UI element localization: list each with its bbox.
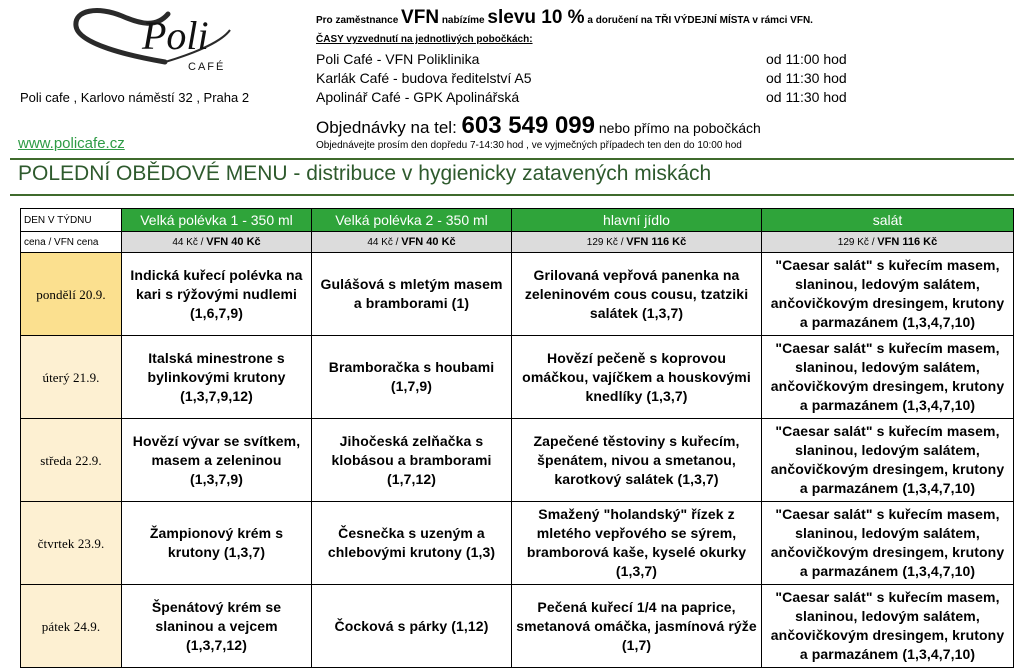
logo-subtext: CAFÉ [188, 61, 226, 73]
branch-name: Apolinář Café - GPK Apolinářská [316, 89, 520, 105]
branch-name: Karlák Café - budova ředitelství A5 [316, 70, 532, 86]
soup2-cell: Bramboračka s houbami (1,7,9) [312, 336, 512, 419]
order-suffix: nebo přímo na pobočkách [595, 120, 761, 136]
salad-cell: "Caesar salát" s kuřecím masem, slaninou, ledovým salátem, ančovičkovým dresingem, krutony a parmazánem (1,3,4,7,10) [762, 336, 1014, 419]
soup1-cell: Italská minestrone s bylinkovými krutony (1,3,7,9,12) [122, 336, 312, 419]
header-salad: salát [762, 209, 1014, 232]
price-soup2: 44 Kč / VFN 40 Kč [312, 232, 512, 253]
day-cell: pondělí 20.9. [21, 253, 122, 336]
menu-table [20, 208, 1014, 668]
salad-cell: "Caesar salát" s kuřecím masem, slaninou, ledovým salátem, ančovičkovým dresingem, krutony a parmazánem (1,3,4,7,10) [762, 253, 1014, 336]
order-note: Objednávejte prosím den dopředu 7-14:30 hod , ve vyjmečných případech ten den do 10:00 hod [316, 140, 742, 151]
salad-cell: "Caesar salát" s kuřecím masem, slaninou, ledovým salátem, ančovičkovým dresingem, krutony a parmazánem (1,3,4,7,10) [762, 585, 1014, 668]
order-line [316, 112, 761, 140]
soup2-cell: Jihočeská zelňačka s klobásou a bramborami (1,7,12) [312, 419, 512, 502]
main-cell: Zapečené těstoviny s kuřecím, špenátem, nivou a smetanou, karotkový salátek (1,3,7) [512, 419, 762, 502]
main-cell: Smažený "holandský" řízek z mletého vepřového se sýrem, bramborová kaše, kyselé okurky (1,3,7) [512, 502, 762, 585]
page-title: POLEDNÍ OBĚDOVÉ MENU - distribuce v hygienicky zatavených miskách [18, 162, 712, 185]
branch-time: od 11:00 hod [766, 51, 847, 67]
price-label: cena / VFN cena [21, 232, 122, 253]
table-row [21, 419, 1014, 502]
soup1-cell: Špenátový krém se slaninou a vejcem (1,3,7,12) [122, 585, 312, 668]
header-main: hlavní jídlo [512, 209, 762, 232]
promo-vfn: VFN [401, 7, 440, 28]
promo-line [316, 7, 813, 29]
table-row [21, 502, 1014, 585]
table-row [21, 585, 1014, 668]
logo-text: Poli [142, 13, 209, 58]
branch-time: od 11:30 hod [766, 89, 847, 105]
soup1-cell: Indická kuřecí polévka na kari s rýžovými nudlemi (1,6,7,9) [122, 253, 312, 336]
salad-cell: "Caesar salát" s kuřecím masem, slaninou, ledovým salátem, ančovičkovým dresingem, krutony a parmazánem (1,3,4,7,10) [762, 502, 1014, 585]
pickup-times-heading: ČASY vyzvednutí na jednotlivých pobočkách: [316, 34, 533, 45]
main-cell: Grilovaná vepřová panenka na zeleninovém cous cousu, tzatziki salátek (1,3,7) [512, 253, 762, 336]
branch-name: Poli Café - VFN Poliklinika [316, 51, 480, 67]
price-salad: 129 Kč / VFN 116 Kč [762, 232, 1014, 253]
promo-text: a doručení na TŘI VÝDEJNÍ MÍSTA v rámci VFN. [584, 15, 813, 26]
order-prefix: Objednávky na tel: [316, 118, 462, 137]
main-cell: Pečená kuřecí 1/4 na paprice, smetanová omáčka, jasmínová rýže (1,7) [512, 585, 762, 668]
main-cell: Hovězí pečeně s koprovou omáčkou, vajíčkem a houskovými knedlíky (1,3,7) [512, 336, 762, 419]
soup1-cell: Žampionový krém s krutony (1,3,7) [122, 502, 312, 585]
day-cell: středa 22.9. [21, 419, 122, 502]
salad-cell: "Caesar salát" s kuřecím masem, slaninou, ledovým salátem, ančovičkovým dresingem, krutony a parmazánem (1,3,4,7,10) [762, 419, 1014, 502]
promo-text: nabízíme [439, 15, 488, 26]
heart-swirl-icon [70, 4, 240, 76]
soup2-cell: Česnečka s uzeným a chlebovými krutony (1,3) [312, 502, 512, 585]
day-cell: pátek 24.9. [21, 585, 122, 668]
price-main: 129 Kč / VFN 116 Kč [512, 232, 762, 253]
promo-discount: slevu 10 % [487, 7, 585, 28]
branch-time: od 11:30 hod [766, 70, 847, 86]
header-soup2: Velká polévka 2 - 350 ml [312, 209, 512, 232]
table-row [21, 253, 1014, 336]
order-phone[interactable]: 603 549 099 [461, 112, 595, 139]
price-row [21, 232, 1014, 253]
soup2-cell: Gulášová s mletým masem a bramborami (1) [312, 253, 512, 336]
table-row [21, 336, 1014, 419]
poli-cafe-logo [70, 4, 240, 76]
price-soup1: 44 Kč / VFN 40 Kč [122, 232, 312, 253]
promo-text: Pro zaměstnance [316, 15, 402, 26]
website-link[interactable]: www.policafe.cz [18, 135, 125, 152]
cafe-address: Poli cafe , Karlovo náměstí 32 , Praha 2 [20, 90, 250, 105]
soup2-cell: Čocková s párky (1,12) [312, 585, 512, 668]
header-soup1: Velká polévka 1 - 350 ml [122, 209, 312, 232]
table-header-row [21, 209, 1014, 232]
day-cell: čtvrtek 23.9. [21, 502, 122, 585]
day-cell: úterý 21.9. [21, 336, 122, 419]
soup1-cell: Hovězí vývar se svítkem, masem a zeleninou (1,3,7,9) [122, 419, 312, 502]
header-day: DEN V TÝDNU [21, 209, 122, 232]
